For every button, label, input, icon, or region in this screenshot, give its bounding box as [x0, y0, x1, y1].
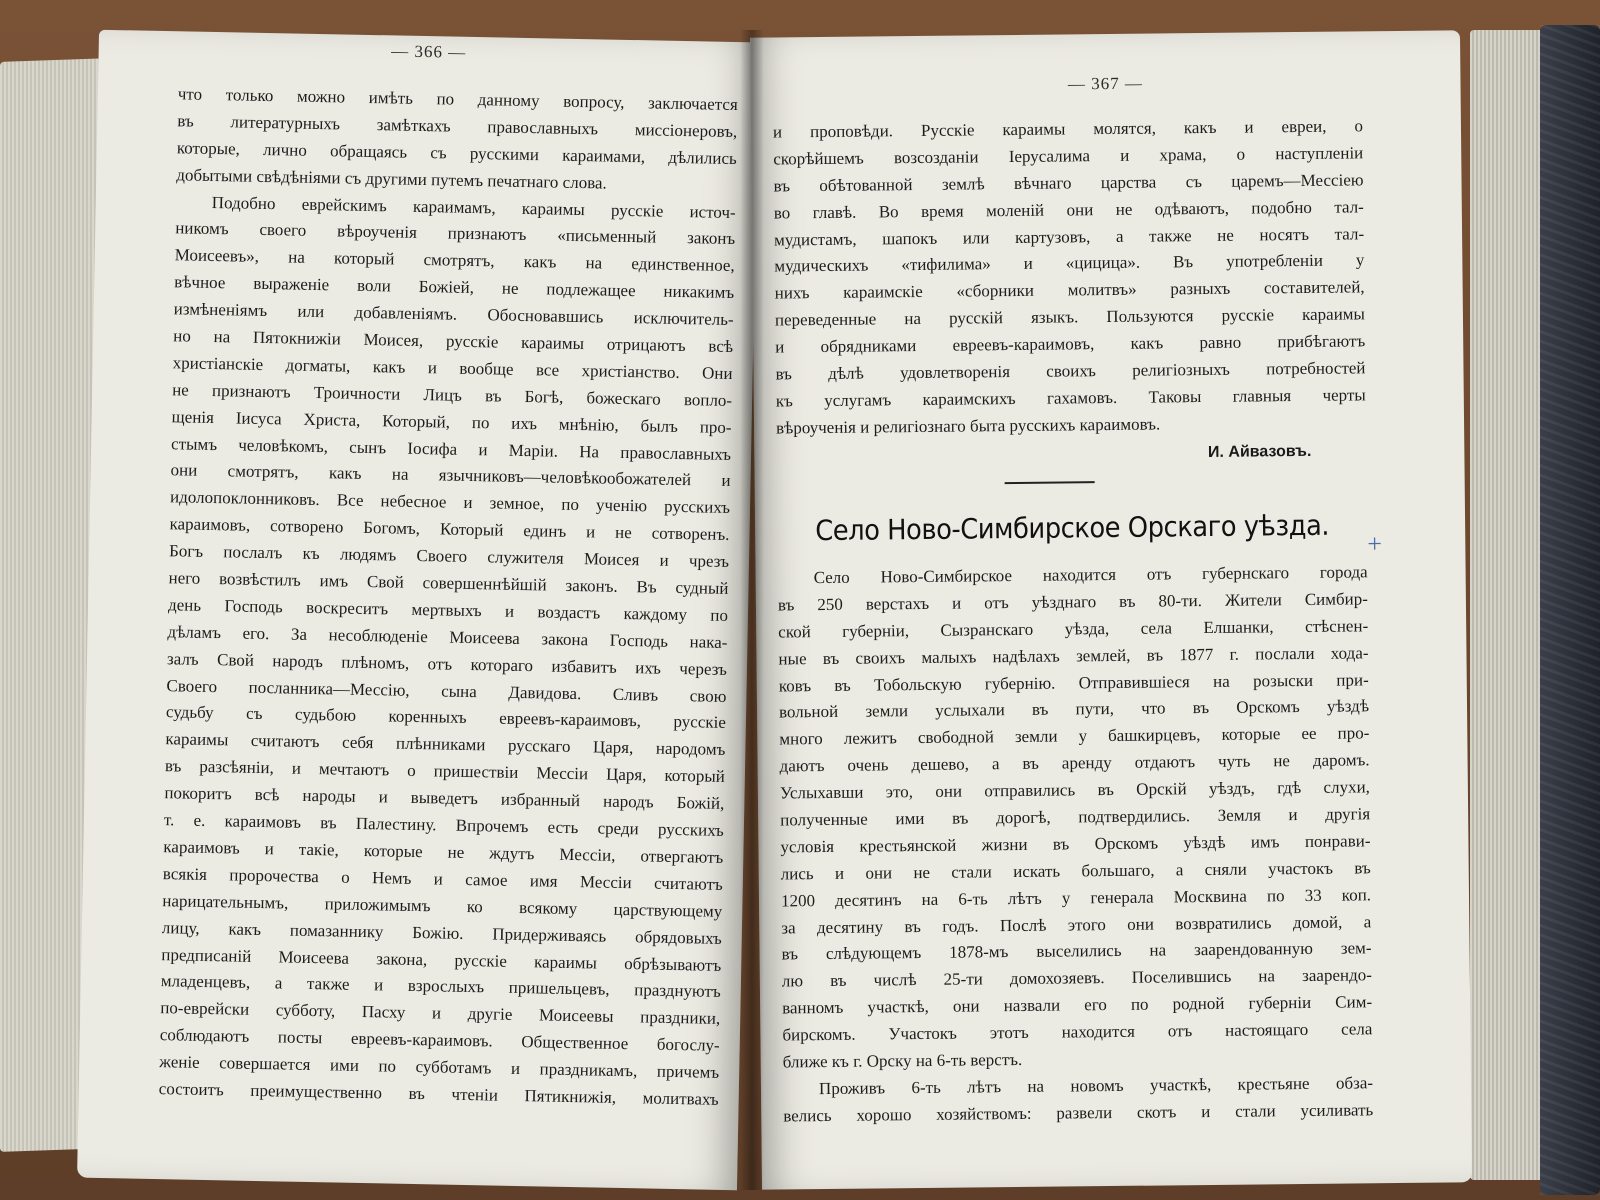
pencil-mark-icon: +	[1367, 529, 1383, 559]
text-line: что только можно имѣть по данному вопросу, заключается	[177, 84, 738, 115]
text-line: измѣненіямъ или добавленіямъ. Обосновавшись исключитель-	[173, 299, 734, 330]
text-line: мудическихъ «тифилима» и «цицица». Въ употребленіи у	[774, 250, 1365, 276]
text-line: условія крестьянской жизни въ Орскомъ уѣздѣ имъ понрави-	[780, 831, 1371, 857]
author-signature: И. Айвазовъ.	[1207, 442, 1312, 461]
left-page	[77, 30, 759, 1190]
text-line: караимовъ и такіе, которые не ждутъ Мессіи, отвергаютъ	[163, 837, 724, 867]
text-line: вольной земли услыхали въ пути, что въ Орскомъ уѣздѣ	[778, 696, 1370, 722]
text-line: дѣламъ его. За несоблюденіе Моисеева закона Господь нака-	[167, 622, 728, 652]
text-line: т. е. караимовъ въ Палестину. Впрочемъ есть среди русскихъ	[163, 810, 725, 840]
text-line: вѣчное выраженіе воли Божіей, не подлежащее никакимъ	[174, 272, 735, 303]
text-line: въ обѣтованной землѣ вѣчнаго царства съ царемъ—Мессіею	[773, 170, 1364, 196]
section-divider	[1005, 481, 1095, 484]
text-line: за десятину въ годъ. Послѣ этого они возвратились домой, а	[781, 911, 1372, 938]
text-line: судьбу съ судьбою коренныхъ евреевъ-караимовъ, русскіе	[165, 702, 727, 733]
text-line: въ разсѣяніи, и мечтаютъ о пришествіи Мессіи Царя, который	[164, 756, 726, 787]
text-line: мудистамъ, шапокъ или картузовъ, а также не носятъ тал-	[774, 223, 1365, 250]
text-line: залъ Свой народъ плѣномъ, отъ котораго избавитъ ихъ черезъ	[166, 648, 728, 679]
text-line: нарицательнымъ, приложимымъ ко всякому царствующему	[162, 890, 723, 921]
text-line: день Господь воскреситъ мертвыхъ и воздастъ каждому по	[167, 595, 729, 625]
text-line: но на Пятокнижіи Моисея, русскіе караимы отрицаютъ всѣ	[173, 326, 734, 357]
text-line: добытыми свѣдѣніями съ другими путемъ печатнаго слова.	[176, 164, 607, 193]
text-line: младенцевъ, а также и взрослыхъ пришельцевъ, празднуютъ	[160, 971, 721, 1002]
text-line: щенія Іисуса Христа, Который, по ихъ мнѣнію, былъ про-	[171, 406, 732, 437]
text-line: даютъ очень дешево, а въ аренду отдаютъ чуть не даромъ.	[779, 750, 1370, 776]
left-page-text	[158, 81, 738, 1113]
right-page-number: — 367 —	[1067, 73, 1144, 94]
text-line: въ литературныхъ замѣткахъ православныхъ миссіонеровъ,	[177, 111, 738, 141]
book-cover	[1540, 25, 1600, 1195]
text-line: полученные ими въ дорогѣ, подтвердились. Земля и другія	[780, 804, 1371, 830]
text-line: Подобно еврейскимъ караимамъ, караимы русскіе источ-	[211, 192, 736, 222]
text-line: вѣроученія и религіознаго быта русскихъ караимовъ.	[775, 414, 1161, 438]
text-line: лю въ числѣ 25-ти домохозяевъ. Поселившись на заарендо-	[781, 965, 1372, 991]
text-line: 1200 десятинъ на 6-ть лѣтъ у генерала Москвина по 33 коп.	[780, 884, 1372, 911]
book-gutter	[740, 30, 764, 1190]
text-line: Проживъ 6-ть лѣтъ на новомъ участкѣ, крестьяне обза-	[818, 1073, 1374, 1099]
right-page	[750, 30, 1472, 1189]
text-line: Моисеевъ», на который смотрятъ, какъ на единственное,	[174, 245, 735, 276]
text-line: женіе совершается ими по субботамъ и праздникамъ, причемъ	[159, 1052, 720, 1082]
text-line: Услыхавши это, они отправились въ Орскій уѣздъ, гдѣ слухи,	[779, 777, 1370, 803]
text-line: во главѣ. Во время моленій они не одѣваютъ, подобно тал-	[773, 197, 1364, 223]
text-line: переведенные на русскій языкъ. Пользуются русскіе караимы	[774, 304, 1366, 330]
text-line: ковъ въ Тобольскую губернію. Отправившіеся на розыски при-	[778, 669, 1369, 696]
text-line: состоитъ преимущественно въ чтеніи Пятикнижія, молитвахъ	[158, 1079, 719, 1109]
text-line: никомъ своего вѣроученія признаютъ «письменный законъ	[175, 218, 736, 249]
text-line: въ дѣлѣ удовлетворенія своихъ религіозныхъ потребностей	[775, 358, 1366, 384]
text-line: нихъ караимскіе «сборники молитвъ» разныхъ составителей,	[774, 277, 1365, 303]
text-line: они смотрятъ, какъ на язычниковъ—человѣкообожателей и	[170, 460, 731, 491]
text-line: Богъ послалъ къ людямъ Своего служителя Моисея и чрезъ	[168, 541, 730, 572]
text-line: въ слѣдующемъ 1878-мъ выселились на заарендованную зем-	[781, 938, 1372, 964]
text-line: велись хорошо хозяйствомъ: развели скотъ и стали усиливать	[783, 1100, 1374, 1126]
text-line: стымъ человѣкомъ, сынъ Іосифа и Маріи. На православныхъ	[170, 433, 732, 464]
text-line: не признаютъ Троичности Лицъ въ Богѣ, божескаго вопло-	[172, 380, 733, 410]
left-page-number: — 366 —	[391, 41, 467, 62]
text-line: ближе къ г. Орску на 6-ть верстъ.	[782, 1049, 1023, 1072]
text-line: и проповѣди. Русскіе караимы молятся, какъ и евреи, о	[772, 116, 1364, 142]
text-line: Село Ново-Симбирское находится отъ губернскаго города	[813, 562, 1368, 588]
text-line: въ 250 верстахъ и отъ уѣзднаго въ 80-ти. Жители Симбир-	[777, 589, 1368, 615]
text-line: которые, лично обращаясь съ русскими караимами, дѣлились	[176, 138, 737, 168]
text-line: лицу, какъ помазаннику Божію. Придерживаясь обрядовыхъ	[161, 917, 722, 948]
text-line: него возвѣстилъ имъ Свой совершеннѣйшій законъ. Въ судный	[168, 568, 729, 598]
text-line: Своего посланника—Мессію, сына Давидова. Сливъ свою	[166, 675, 727, 706]
text-line: много лежитъ свободной земли у башкирцевъ, которые ее про-	[779, 723, 1370, 749]
text-line: караимовъ, сотворено Богомъ, Который единъ и не сотворенъ.	[169, 514, 730, 545]
text-line: и обрядниками евреевъ-караимовъ, какъ равно прибѣгаютъ	[775, 331, 1366, 357]
section-heading: Село Ново-Симбирское Орскаго уѣзда.	[815, 508, 1330, 548]
text-line: бирскомъ. Участокъ этотъ находится отъ настоящаго села	[782, 1019, 1373, 1045]
text-line: ванномъ участкѣ, они назвали его по родной губерніи Сим-	[782, 992, 1373, 1018]
text-line: скорѣйшемъ возсозданіи Іерусалима и храма, о наступленіи	[773, 143, 1364, 169]
text-line: по-еврейски субботу, Пасху и другіе Моисеевы праздники,	[160, 998, 721, 1029]
right-page-text-bottom	[778, 559, 1374, 1130]
text-line: къ услугамъ караимскихъ гахамовъ. Таковы главныя черты	[775, 385, 1366, 411]
right-page-text-top	[773, 113, 1366, 442]
text-line: соблюдаютъ посты евреевъ-караимовъ. Общественное богослу-	[159, 1025, 720, 1056]
text-line: христіанскіе догматы, какъ и вообще все христіанство. Они	[172, 353, 733, 383]
text-line: ные въ своихъ малыхъ надѣлахъ землей, въ 1877 г. послали хода-	[778, 642, 1369, 669]
text-line: ской губерніи, Сызранскаго уѣзда, села Елшанки, стѣснен-	[778, 616, 1369, 642]
text-line: идолопоклонниковъ. Все небесное и земное, по ученію русскихъ	[169, 487, 731, 518]
text-line: всякія пророчества о Немъ и самое имя Мессіи считаютъ	[162, 863, 723, 894]
text-line: караимы считаютъ себя плѣнниками русскаго Царя, народомъ	[165, 729, 726, 760]
text-line: покоритъ всѣ народы и выведетъ избранный народъ Божій,	[164, 783, 725, 814]
text-line: предписаній Моисеева закона, русскіе караимы обрѣзываютъ	[161, 944, 722, 975]
text-line: лись и они не стали искать большаго, а сняли участокъ въ	[780, 858, 1371, 884]
